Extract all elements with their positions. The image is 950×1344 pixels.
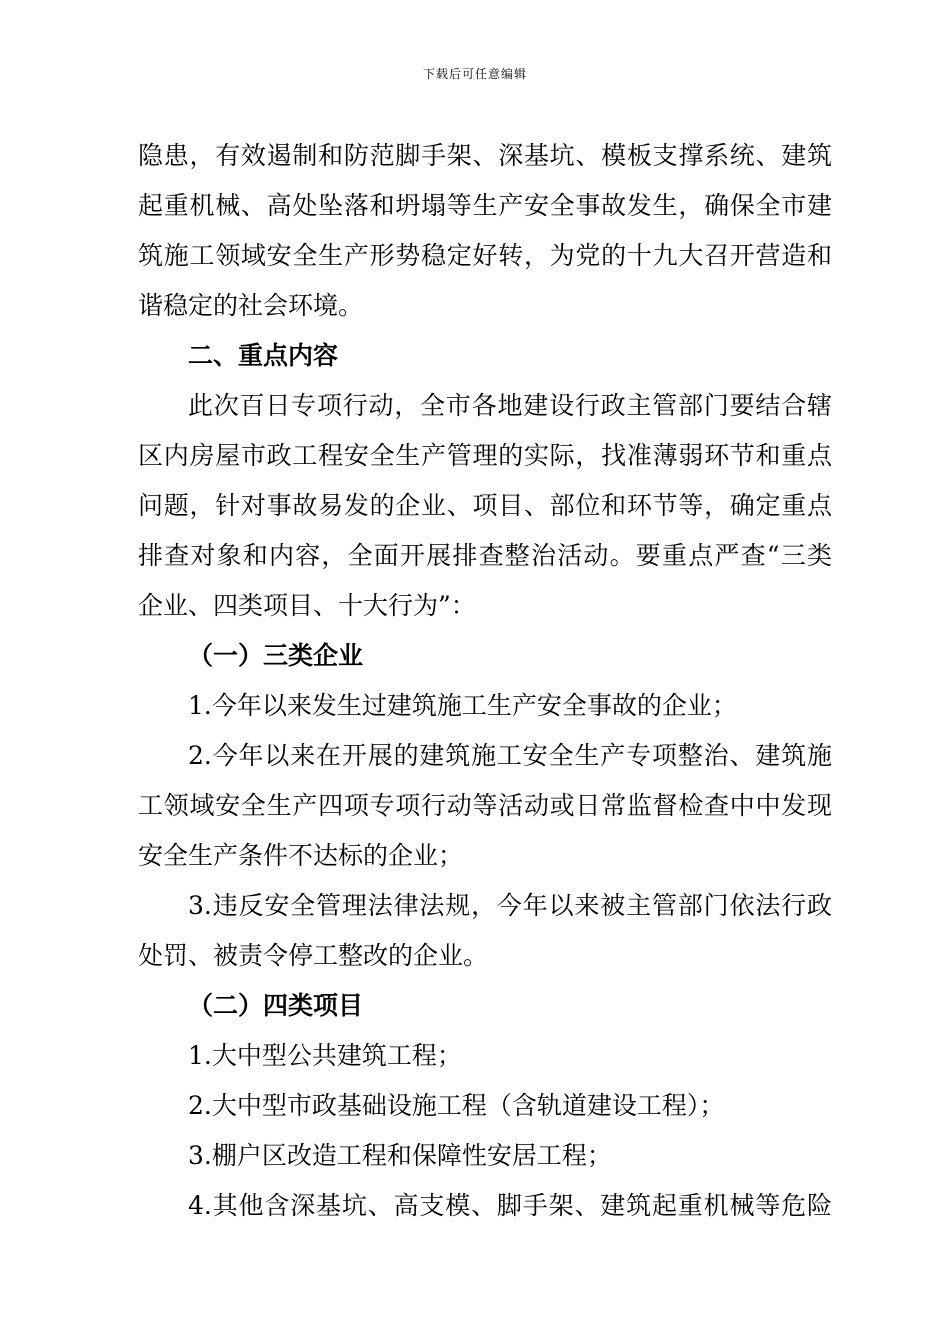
text-line: 筑施工领域安全生产形势稳定好转，为党的十九大召开营造和 bbox=[138, 241, 832, 270]
list-item: 3.棚户区改造工程和保障性安居工程； bbox=[188, 1141, 612, 1170]
text-line: 排查对象和内容，全面开展排查整治活动。要重点严查“三类 bbox=[138, 541, 832, 570]
text-line: 此次百日专项行动，全市各地建设行政主管部门要结合辖 bbox=[188, 391, 832, 420]
paragraph-key-content bbox=[138, 381, 832, 631]
list-item: 4.其他含深基坑、高支模、脚手架、建筑起重机械等危险 bbox=[188, 1191, 832, 1220]
list-item: 1.今年以来发生过建筑施工生产安全事故的企业； bbox=[188, 691, 737, 720]
page-header: 下载后可任意编辑 bbox=[422, 67, 527, 81]
list-item bbox=[138, 731, 832, 881]
list-item: 1.大中型公共建筑工程； bbox=[188, 1041, 462, 1070]
text-line: 安全生产条件不达标的企业； bbox=[138, 841, 464, 870]
text-line: 谐稳定的社会环境。 bbox=[138, 291, 364, 320]
document-body bbox=[138, 131, 832, 1231]
text-line: 隐患，有效遏制和防范脚手架、深基坑、模板支撑系统、建筑 bbox=[138, 141, 832, 170]
text-line: 2.今年以来在开展的建筑施工安全生产专项整治、建筑施 bbox=[188, 741, 832, 770]
subsection-heading-three-enterprises: （一）三类企业 bbox=[188, 641, 364, 670]
text-line: 工领域安全生产四项专项行动等活动或日常监督检查中中发现 bbox=[138, 791, 832, 820]
section-heading-key-content: 二、重点内容 bbox=[188, 341, 339, 370]
subsection-heading-four-projects: （二）四类项目 bbox=[188, 991, 364, 1020]
paragraph-continuation bbox=[138, 131, 832, 331]
text-line: 3.违反安全管理法律法规，今年以来被主管部门依法行政 bbox=[188, 891, 832, 920]
text-line: 处罚、被责令停工整改的企业。 bbox=[138, 941, 489, 970]
list-item bbox=[138, 881, 832, 981]
list-item: 2.大中型市政基础设施工程（含轨道建设工程）； bbox=[188, 1091, 725, 1120]
text-line: 企业、四类项目、十大行为”： bbox=[138, 591, 476, 620]
text-line: 起重机械、高处坠落和坍塌等生产安全事故发生，确保全市建 bbox=[138, 191, 832, 220]
text-line: 区内房屋市政工程安全生产管理的实际，找准薄弱环节和重点 bbox=[138, 441, 832, 470]
text-line: 问题，针对事故易发的企业、项目、部位和环节等，确定重点 bbox=[138, 491, 832, 520]
